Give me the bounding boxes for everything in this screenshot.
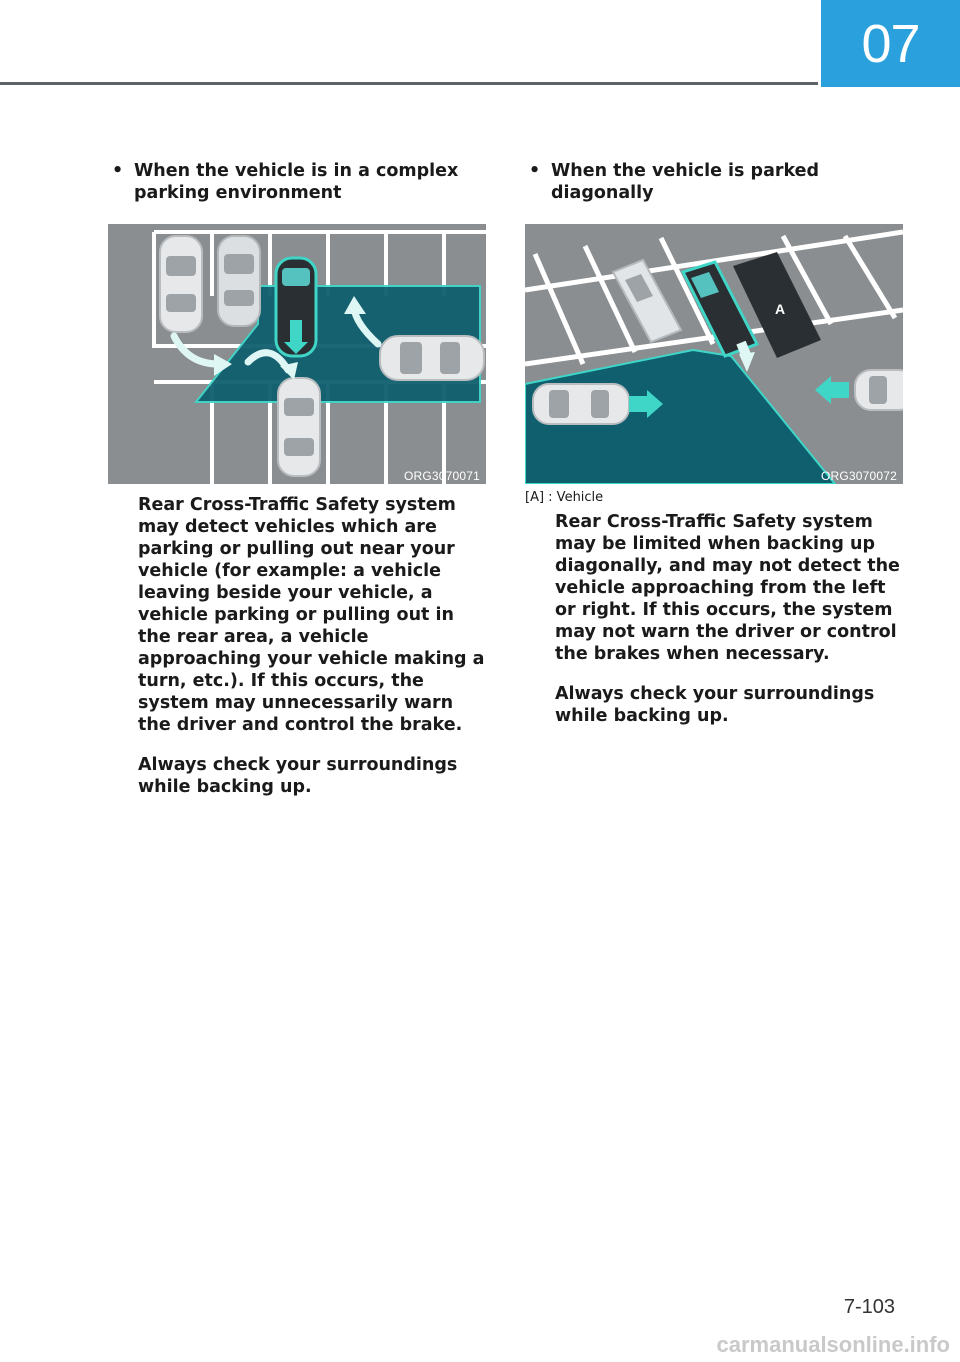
left-paragraph-1: Rear Cross-Traffic Safety system may detect vehicles which are parking or pulling out near your vehicle (for example: a vehicle leaving beside your vehicle, a vehicle parking or pulling out in the rear area, a vehicle approaching your vehicle making a turn, etc.). If this occurs, the system may unnecessarily warn the driver and control the brake. xyxy=(138,495,485,735)
right-paragraph-1: Rear Cross-Traffic Safety system may be limited when backing up diagonally, and may not detect the vehicle approaching from the left or right. If this occurs, the system may not warn the driver or control the brakes when necessary. xyxy=(555,512,900,664)
diagonal-parking-illustration xyxy=(525,224,903,484)
complex-parking-illustration xyxy=(108,224,486,484)
left-bullet-text: When the vehicle is in a complex parking environment xyxy=(134,161,459,203)
page-number: 7-103 xyxy=(843,1296,895,1318)
vehicle-a-label: A xyxy=(775,301,786,317)
bullet-icon: • xyxy=(529,161,541,181)
own-vehicle xyxy=(276,258,316,356)
figure-code: ORG3070071 xyxy=(403,469,480,483)
car-white-center xyxy=(218,236,260,326)
figure-code: ORG3070072 xyxy=(820,469,897,483)
watermark: carmanualsonline.info xyxy=(716,1332,950,1357)
car-white-left xyxy=(160,236,202,332)
left-bullet-heading xyxy=(112,160,488,204)
right-bullet-heading xyxy=(529,160,905,204)
figure-caption: [A] : Vehicle xyxy=(525,490,604,505)
bullet-icon: • xyxy=(112,161,124,181)
diagonal-parking-diagram xyxy=(525,224,903,484)
complex-parking-diagram xyxy=(108,224,486,484)
right-bullet-text: When the vehicle is parked diagonally xyxy=(551,161,820,203)
car-approaching-right xyxy=(855,370,903,410)
left-paragraph-2: Always check your surroundings while backing up. xyxy=(138,754,458,797)
header-rule xyxy=(0,82,818,85)
car-white-bottom xyxy=(278,378,320,476)
right-paragraph-2: Always check your surroundings while backing up. xyxy=(555,683,875,726)
car-approaching-left xyxy=(533,384,629,424)
car-white-right xyxy=(380,336,484,380)
chapter-tab: 07 xyxy=(821,0,960,87)
left-column xyxy=(108,160,488,815)
right-column xyxy=(525,160,905,744)
